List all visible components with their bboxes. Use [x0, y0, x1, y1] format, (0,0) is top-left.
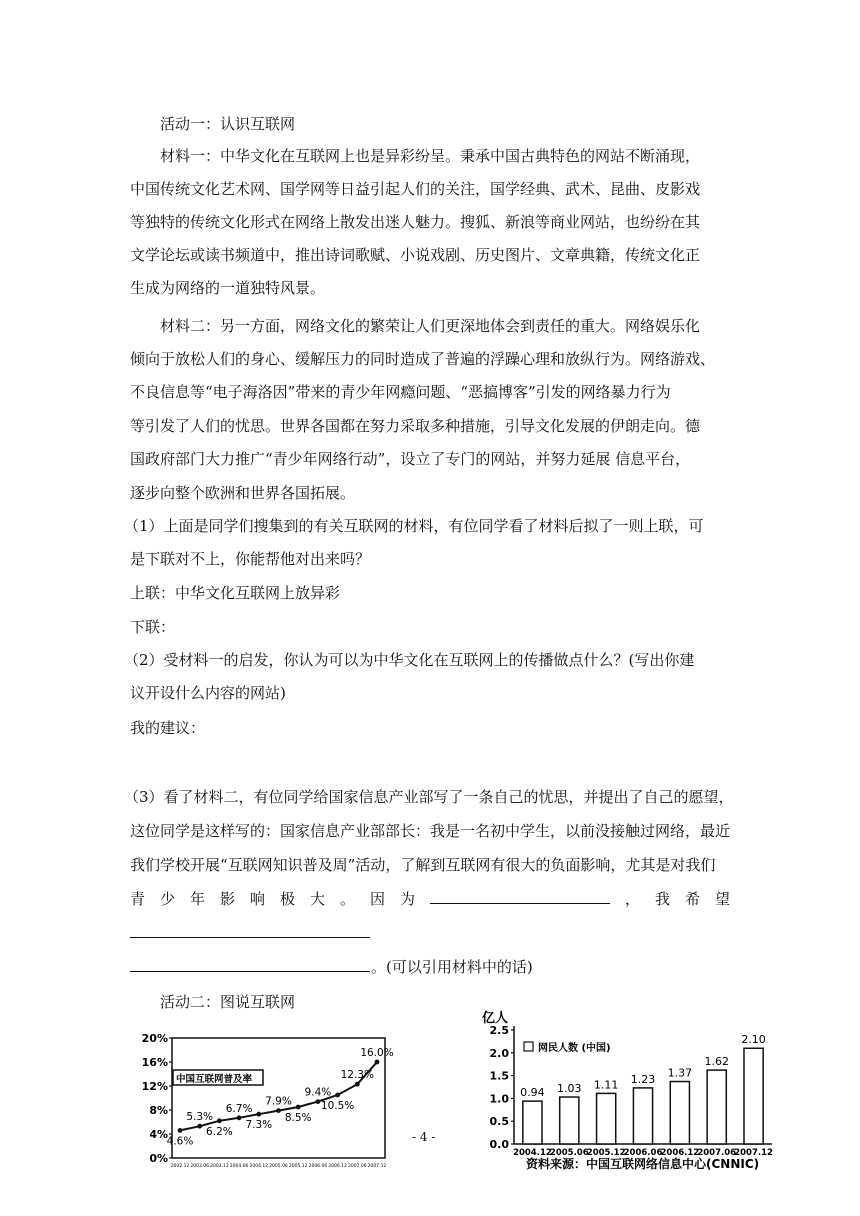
x-tick-label: 2007.12 — [734, 1148, 773, 1158]
y-tick-label: 2.5 — [489, 1024, 509, 1037]
material2-line: 不良信息等“电子海洛因”带来的青少年网瘾问题、“恶搞博客”引发的网络暴力行为 — [130, 383, 671, 401]
question3-line: 我们学校开展“互联网知识普及周”活动，了解到互联网有很大的负面影响，尤其是对我们 — [130, 856, 716, 874]
spaced-char: 响 — [250, 890, 266, 908]
question3-line: （3）看了材料二，有位同学给国家信息产业部写了一条自己的忧思，并提出了自己的愿望， — [124, 788, 734, 806]
x-tick-label: 2006.12 — [660, 1148, 700, 1158]
data-label: 6.2% — [206, 1125, 233, 1138]
x-tick-label: 2007.06 — [347, 1164, 367, 1169]
page-number: - 4 - — [412, 1130, 436, 1144]
legend-entry: 网民人数 (中国) — [538, 1043, 611, 1054]
material2-line: 倾向于放松人们的身心、缓解压力的同时造成了普遍的浮躁心理和放纵行为。网络游戏、 — [130, 350, 716, 368]
spaced-char: 我 — [654, 890, 670, 908]
bar — [597, 1093, 616, 1144]
x-tick-label: 2007.06 — [697, 1148, 737, 1158]
data-point — [375, 1060, 380, 1065]
data-label: 12.3% — [340, 1069, 374, 1082]
bar — [633, 1088, 652, 1144]
material2-line: 等引发了人们的忧思。世界各国都在努力采取多种措施，引导文化发展的伊朗走向。德 — [130, 417, 701, 435]
material1-line: 生成为网络的一道独特风景。 — [130, 279, 326, 297]
lower-couplet-label: 下联： — [130, 618, 176, 636]
x-tick-label: 2006.12 — [328, 1164, 347, 1169]
bar — [523, 1101, 542, 1144]
data-point — [335, 1093, 340, 1098]
spaced-char: 。 — [340, 890, 356, 908]
y-tick-label: 1.0 — [489, 1092, 509, 1106]
data-label: 1.62 — [704, 1055, 729, 1069]
data-label: 1.11 — [593, 1078, 619, 1092]
x-tick-label: 2005.06 — [549, 1148, 589, 1158]
data-label: 1.23 — [630, 1072, 656, 1086]
x-tick-label: 2005.12 — [288, 1164, 308, 1169]
question3-fill-line — [130, 889, 730, 909]
question1-line: 是下联对不上，你能帮他对出来吗？ — [130, 550, 371, 568]
x-tick-label: 2007.12 — [367, 1164, 387, 1169]
y-tick-label: 0% — [149, 1152, 168, 1165]
legend-swatch — [524, 1042, 533, 1051]
bar — [670, 1082, 689, 1144]
question3-end-note: 。(可以引用材料中的话) — [371, 958, 533, 976]
x-tick-label: 2004.12 — [513, 1148, 552, 1158]
x-tick-label: 2004.12 — [249, 1164, 269, 1169]
data-point — [237, 1115, 242, 1120]
data-label: 1.03 — [557, 1082, 582, 1096]
data-point — [256, 1112, 261, 1117]
spaced-char: 望 — [714, 890, 730, 908]
question3-line: 这位同学是这样写的：国家信息产业部部长：我是一名初中学生，以前没接触过网络，最近 — [130, 822, 731, 840]
y-tick-label: 4% — [149, 1128, 168, 1141]
material1-line: 文学论坛或读书频道中，推出诗词歌赋、小说戏剧、历史图片、文章典籍，传统文化正 — [130, 246, 701, 264]
x-tick-label: 2005.12 — [586, 1148, 626, 1158]
data-label: 10.5% — [320, 1100, 355, 1112]
spaced-char: 为 — [400, 890, 416, 908]
spaced-char: 少 — [160, 890, 176, 908]
y-tick-label: 0.5 — [489, 1115, 509, 1129]
x-tick-label: 2005.06 — [269, 1164, 288, 1169]
material2-line: 国政府部门大力推广“青少年网络行动”，设立了专门的网站，并努力延展 信息平台， — [130, 450, 691, 468]
spaced-char: ， — [624, 890, 640, 908]
data-label: 2.10 — [741, 1033, 766, 1047]
chart-title: 中国互联网普及率 — [176, 1074, 253, 1085]
data-label: 16.0% — [360, 1047, 394, 1059]
netizen-count-bar-chart — [480, 1010, 780, 1170]
data-label: 5.3% — [186, 1111, 214, 1124]
y-tick-label: 12% — [141, 1080, 168, 1093]
x-tick-label: 2002.12 — [170, 1164, 190, 1169]
data-label: 7.3% — [245, 1119, 273, 1132]
question1-line: （1）上面是同学们搜集到的有关互联网的材料，有位同学看了材料后拟了一则上联，可 — [124, 517, 704, 535]
x-tick-label: 2006.06 — [308, 1164, 328, 1169]
material2-line: 材料二：另一方面，网络文化的繁荣让人们更深地体会到责任的重大。网络娱乐化 — [160, 317, 701, 335]
material1-line: 等独特的传统文化形式在网络上散发出迷人魅力。搜狐、新浪等商业网站，也纷纷在其 — [130, 213, 701, 231]
y-axis-unit: 亿人 — [482, 1011, 509, 1026]
data-label: 9.4% — [304, 1086, 332, 1099]
data-label: 7.9% — [265, 1095, 292, 1108]
spaced-char: 希 — [684, 890, 700, 908]
y-tick-label: 20% — [141, 1032, 168, 1045]
spaced-char: 因 — [370, 890, 386, 908]
bar — [707, 1070, 726, 1144]
upper-couplet: 上联：中华文化互联网上放异彩 — [130, 584, 341, 602]
data-point — [276, 1108, 281, 1113]
spaced-char: 大 — [310, 890, 326, 908]
spaced-char: 年 — [190, 890, 206, 908]
data-point — [355, 1082, 360, 1087]
data-label: 0.94 — [520, 1086, 545, 1100]
wish-answer-blank-2[interactable] — [130, 971, 370, 972]
x-tick-label: 2003.06 — [190, 1164, 210, 1169]
y-tick-label: 0.0 — [489, 1138, 509, 1151]
y-tick-label: 16% — [141, 1056, 168, 1069]
data-label: 8.5% — [284, 1112, 312, 1124]
data-label: 1.37 — [667, 1066, 693, 1080]
x-tick-label: 2003.12 — [210, 1164, 229, 1169]
x-tick-label: 2004.06 — [229, 1164, 249, 1169]
bar — [744, 1048, 763, 1144]
x-tick-label: 2006.06 — [623, 1148, 663, 1158]
material2-line: 逐步向整个欧洲和世界各国拓展。 — [130, 484, 356, 502]
data-point — [316, 1099, 321, 1104]
data-label: 4.6% — [166, 1135, 194, 1148]
spaced-char: 极 — [280, 890, 296, 908]
data-point — [217, 1118, 222, 1123]
material1-line: 中国传统文化艺术网、国学网等日益引起人们的关注，国学经典、武术、昆曲、皮影戏 — [130, 180, 701, 198]
my-suggestion-label: 我的建议： — [130, 719, 206, 737]
question2-line: （2）受材料一的启发，你认为可以为中华文化在互联网上的传播做点什么？(写出你建 — [124, 651, 695, 669]
penetration-rate-line-chart — [140, 1024, 400, 1174]
data-label: 6.7% — [225, 1102, 253, 1115]
y-tick-label: 2.0 — [489, 1046, 509, 1060]
activity1-title: 活动一：认识互联网 — [160, 115, 296, 133]
reason-answer-blank[interactable] — [430, 889, 610, 904]
activity2-title: 活动二：图说互联网 — [160, 993, 296, 1011]
data-point — [197, 1124, 202, 1129]
y-tick-label: 8% — [149, 1104, 168, 1117]
spaced-char: 影 — [220, 890, 236, 908]
question2-line: 议开设什么内容的网站) — [130, 684, 286, 702]
bar — [560, 1097, 579, 1144]
data-point — [178, 1128, 183, 1133]
spaced-char: 青 — [130, 890, 146, 908]
material1-line: 材料一：中华文化在互联网上也是异彩纷呈。秉承中国古典特色的网站不断涌现， — [160, 147, 701, 165]
chart-source: 资料来源：中国互联网络信息中心(CNNIC) — [526, 1157, 760, 1170]
y-tick-label: 1.5 — [489, 1069, 509, 1083]
data-point — [296, 1105, 301, 1110]
wish-answer-blank[interactable] — [130, 937, 370, 938]
